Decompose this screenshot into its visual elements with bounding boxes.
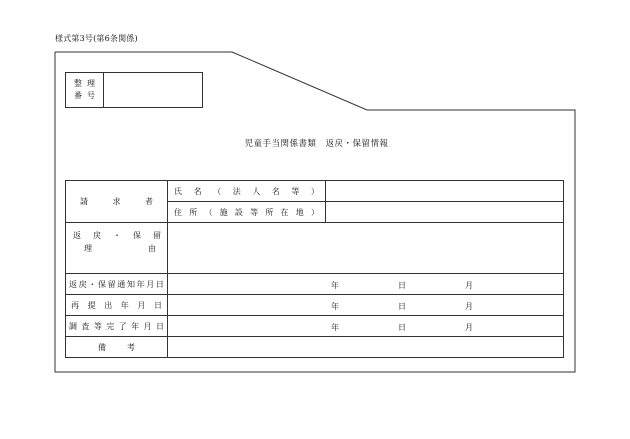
- reference-number-label: [66, 73, 104, 107]
- claimant-label-char: 請: [80, 197, 88, 206]
- survey-date-row: [66, 316, 564, 337]
- survey-date-value[interactable]: [168, 316, 564, 337]
- claimant-name-row: [66, 181, 564, 202]
- notice-label-char: 保: [97, 279, 106, 289]
- notice-label-char: 年: [136, 279, 145, 289]
- survey-label-char: 査: [81, 321, 90, 331]
- name-field-value[interactable]: [326, 181, 564, 202]
- claimant-label-char: 求: [112, 197, 121, 206]
- address-label-char: 地: [295, 207, 304, 217]
- resubmit-date-label: [66, 295, 168, 316]
- reference-number-field[interactable]: [104, 73, 202, 107]
- reference-number-box: [65, 72, 203, 108]
- survey-label-char: 了: [118, 321, 127, 331]
- name-field-label: [168, 181, 326, 202]
- survey-date-label: [66, 316, 168, 337]
- survey-label-char: 等: [93, 321, 102, 331]
- notice-label-char: 留: [107, 279, 116, 289]
- resubmit-label-char: 提: [87, 300, 96, 310]
- month-unit: 月: [465, 302, 473, 311]
- info-table: [65, 180, 564, 358]
- day-unit: 日: [398, 302, 406, 311]
- survey-label-char: 月: [143, 321, 152, 331]
- remarks-row: [66, 337, 564, 358]
- reference-number-label-line1: 整理: [74, 79, 100, 88]
- name-label-char: 人: [252, 186, 261, 196]
- survey-label-char: 日: [155, 321, 164, 331]
- survey-label-char: 年: [131, 321, 140, 331]
- address-label-char: 住: [174, 207, 182, 217]
- address-label-char: 在: [280, 207, 289, 217]
- survey-label-char: 調: [69, 321, 77, 331]
- reason-field-value[interactable]: [168, 223, 564, 274]
- reason-label-char: 留: [153, 231, 161, 240]
- name-label-char: 氏: [174, 186, 182, 196]
- resubmit-date-value[interactable]: [168, 295, 564, 316]
- address-label-char: 所: [265, 207, 274, 217]
- reason-label-char: 返: [73, 231, 81, 240]
- reference-number-label-line2: 番号: [74, 91, 100, 100]
- notice-date-label: [66, 274, 168, 295]
- name-label-char: （: [213, 186, 222, 196]
- notice-label-char: 日: [155, 279, 164, 289]
- address-label-char: 設: [234, 207, 243, 217]
- year-unit: 年: [331, 281, 339, 290]
- notice-label-char: 知: [126, 279, 135, 289]
- notice-label-char: 戻: [78, 279, 87, 289]
- year-unit: 年: [331, 302, 339, 311]
- address-label-char: 所: [189, 207, 198, 217]
- survey-label-char: 完: [106, 321, 115, 331]
- claimant-label-char: 者: [145, 197, 153, 206]
- name-label-char: 名: [193, 186, 202, 196]
- resubmit-label-char: 出: [104, 300, 113, 310]
- month-unit: 月: [465, 281, 473, 290]
- name-label-char: 法: [232, 186, 241, 196]
- month-unit: 月: [465, 323, 473, 332]
- form-number-label: 様式第3号(第6条関係): [55, 34, 138, 43]
- address-label-char: 等: [250, 207, 259, 217]
- year-unit: 年: [331, 323, 339, 332]
- name-label-char: 名: [271, 186, 280, 196]
- reason-label-char: ・: [113, 231, 121, 240]
- reason-row: [66, 223, 564, 274]
- day-unit: 日: [398, 281, 406, 290]
- remarks-label-char: 考: [127, 342, 135, 352]
- address-field-value[interactable]: [326, 202, 564, 223]
- name-label-char: 等: [291, 186, 300, 196]
- resubmit-label-char: 再: [71, 300, 79, 310]
- resubmit-label-char: 年: [120, 300, 129, 310]
- notice-date-row: [66, 274, 564, 295]
- resubmit-label-char: 月: [137, 300, 146, 310]
- resubmit-label-char: 日: [153, 300, 162, 310]
- notice-label-char: 通: [117, 279, 126, 289]
- address-label-char: ）: [310, 207, 319, 217]
- reason-label-char: 由: [148, 244, 156, 253]
- reason-label-char: 保: [133, 231, 141, 240]
- remarks-label: [66, 337, 168, 358]
- reason-label-char: 戻: [93, 231, 101, 240]
- name-label-char: ）: [310, 186, 319, 196]
- notice-label-char: 月: [146, 279, 155, 289]
- notice-label-char: ・: [88, 279, 97, 289]
- notice-date-value[interactable]: [168, 274, 564, 295]
- address-field-label: [168, 202, 326, 223]
- notice-label-char: 返: [69, 279, 77, 289]
- resubmit-date-row: [66, 295, 564, 316]
- claimant-label-cell: [66, 181, 168, 223]
- reason-label-char: 理: [84, 244, 92, 253]
- address-label-char: 施: [219, 207, 228, 217]
- document-title: 児童手当関係書類 返戻・保留情報: [244, 139, 389, 149]
- remarks-label-char: 備: [98, 342, 106, 352]
- remarks-field-value[interactable]: [168, 337, 564, 358]
- reason-label-cell: [66, 223, 168, 274]
- day-unit: 日: [398, 323, 406, 332]
- address-label-char: （: [204, 207, 213, 217]
